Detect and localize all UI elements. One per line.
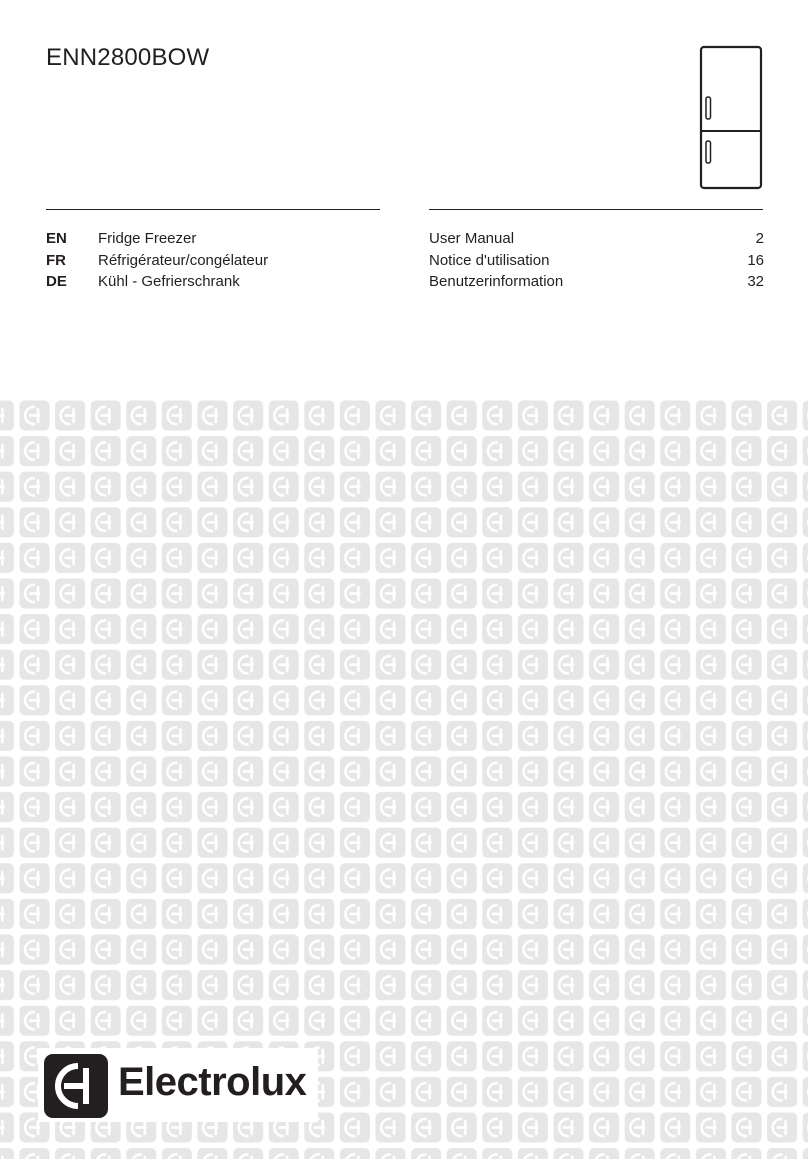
product-name: Kühl - Gefrierschrank	[98, 273, 240, 290]
page-number: 2	[755, 230, 764, 247]
divider-right	[429, 209, 763, 210]
manual-title: Notice d'utilisation	[429, 251, 550, 269]
product-name: Fridge Freezer	[98, 230, 197, 247]
page-number: 16	[747, 251, 764, 269]
electrolux-logo-icon	[44, 1054, 108, 1118]
brand-logo-pattern-background	[0, 395, 808, 1159]
fridge-freezer-icon	[699, 45, 763, 190]
language-code: EN	[46, 230, 67, 247]
brand-name: Electrolux	[118, 1060, 307, 1104]
page-number: 32	[747, 273, 764, 290]
language-contents-table	[46, 230, 764, 295]
language-row-fr[interactable]	[46, 252, 764, 274]
language-row-en[interactable]	[46, 230, 764, 252]
manual-title: User Manual	[429, 230, 515, 247]
language-code: DE	[46, 273, 67, 290]
divider-left	[46, 209, 380, 210]
language-code: FR	[46, 251, 66, 269]
electrolux-logo	[38, 1048, 318, 1122]
manual-title: Benutzerinformation	[429, 273, 564, 290]
model-number: ENN2800BOW	[46, 44, 210, 71]
language-row-de[interactable]	[46, 273, 764, 295]
product-name: Réfrigérateur/congélateur	[98, 251, 269, 269]
